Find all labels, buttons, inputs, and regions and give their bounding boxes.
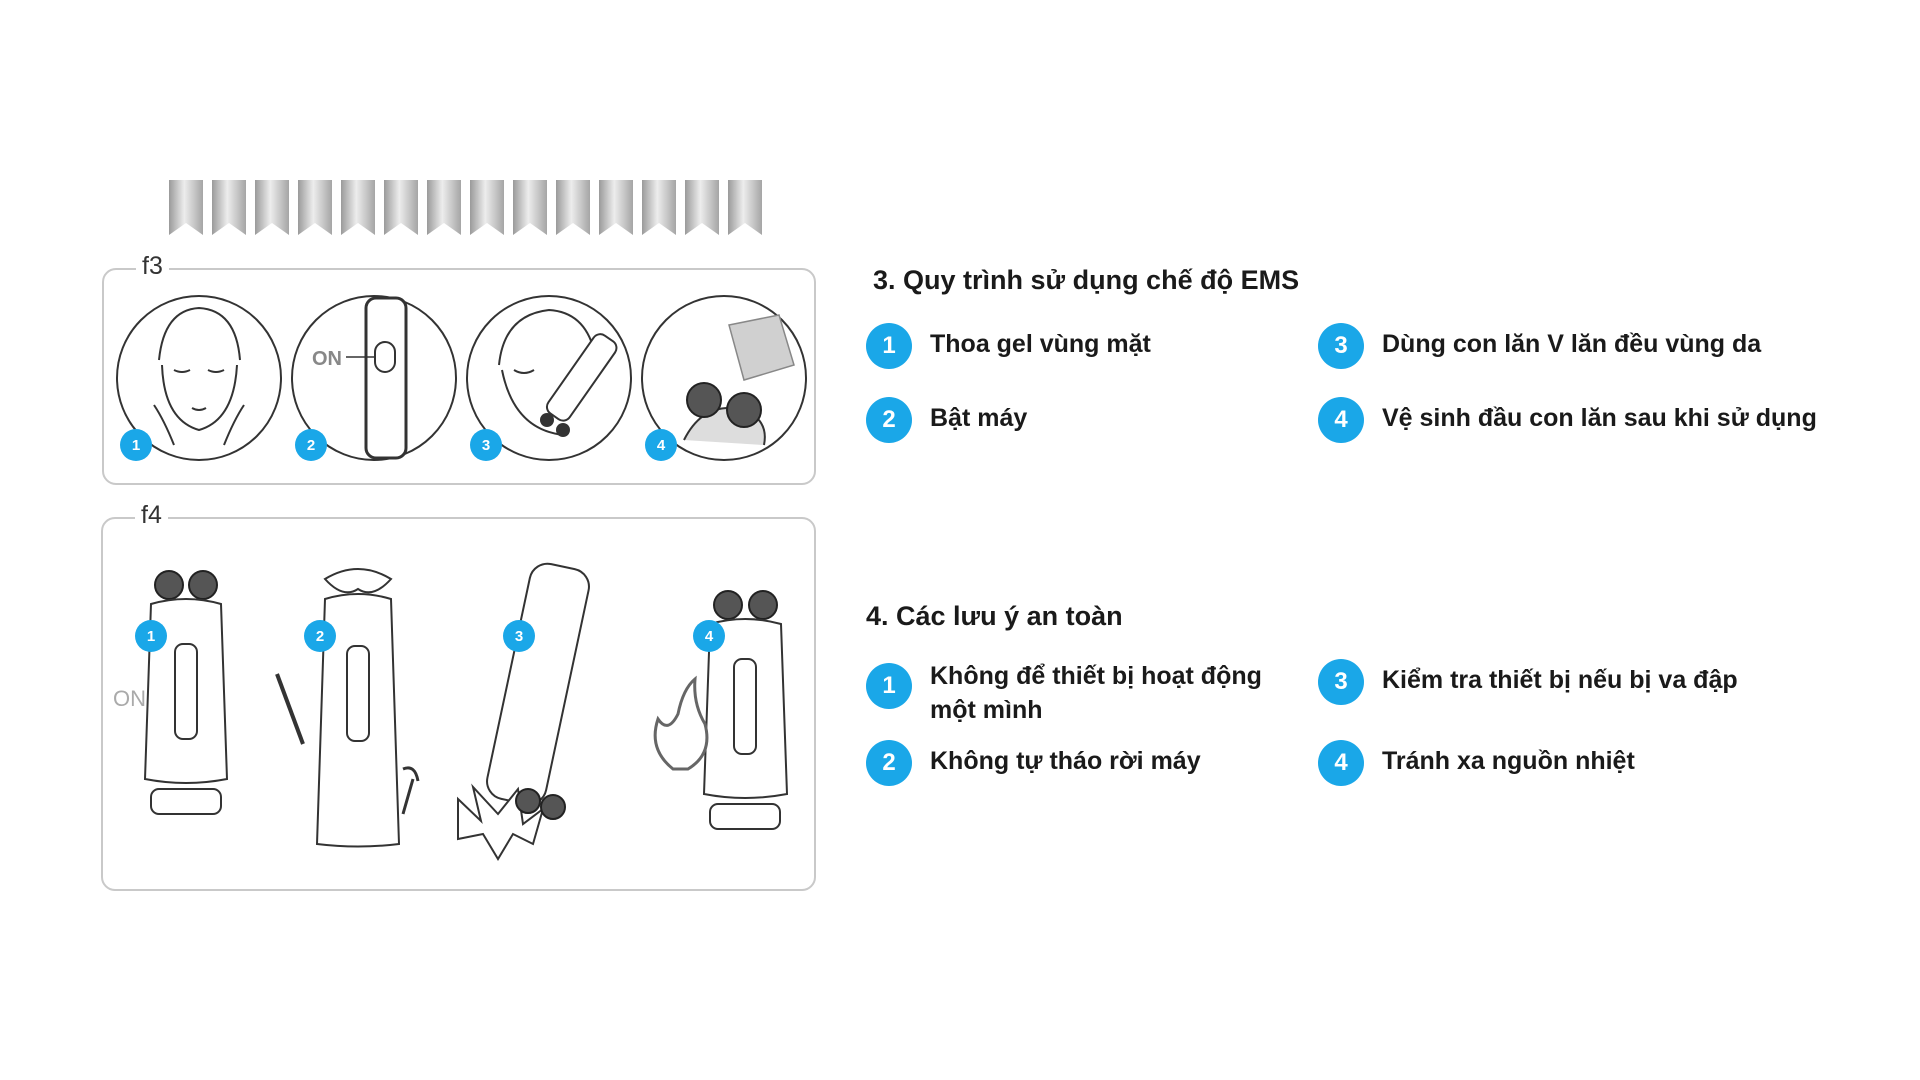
section3-step-4 <box>1318 397 1817 443</box>
ribbon-tab <box>298 180 332 235</box>
ribbon-tab <box>341 180 375 235</box>
section3-step-1 <box>866 323 1151 369</box>
ribbon-tab <box>255 180 289 235</box>
section3-step-3 <box>1318 323 1761 369</box>
step-number-badge: 3 <box>1318 659 1364 705</box>
f3-step-badge-4: 4 <box>645 429 677 461</box>
step-text-line-2: một mình <box>930 696 1043 724</box>
step-text <box>930 659 1262 727</box>
step-text: Không tự tháo rời máy <box>930 747 1201 775</box>
f4-step-badge-1: 1 <box>135 620 167 652</box>
section4-step-4 <box>1318 740 1635 786</box>
step-text: Thoa gel vùng mặt <box>930 330 1151 358</box>
f3-step-badge-2: 2 <box>295 429 327 461</box>
section3-step-2 <box>866 397 1027 443</box>
ribbon-tab <box>212 180 246 235</box>
section3-title: 3. Quy trình sử dụng chế độ EMS <box>873 265 1300 295</box>
section4-step-3 <box>1318 659 1738 705</box>
ribbon-tab <box>513 180 547 235</box>
step-text-line-1: Không để thiết bị hoạt động <box>930 662 1262 690</box>
f4-step-badge-2: 2 <box>304 620 336 652</box>
safety-illustration <box>103 519 814 889</box>
panel-f3 <box>102 252 816 485</box>
section4-title: 4. Các lưu ý an toàn <box>866 601 1123 631</box>
ems-steps-illustration <box>104 270 814 483</box>
ribbon-tab <box>642 180 676 235</box>
f3-step-badge-1: 1 <box>120 429 152 461</box>
step-number-badge: 1 <box>866 323 912 369</box>
ribbon-tab <box>169 180 203 235</box>
ribbon-tab <box>728 180 762 235</box>
step-text: Dùng con lăn V lăn đều vùng da <box>1382 330 1762 358</box>
step-number-badge: 2 <box>866 740 912 786</box>
step-number-badge: 2 <box>866 397 912 443</box>
step-number-badge: 3 <box>1318 323 1364 369</box>
on-label: ON <box>312 348 342 370</box>
ribbon-tab <box>599 180 633 235</box>
f3-step-badge-3: 3 <box>470 429 502 461</box>
panel-f3-label: f3 <box>136 252 169 281</box>
ribbon-tab <box>556 180 590 235</box>
device-unattended-illustration <box>113 571 227 814</box>
step-number-badge: 4 <box>1318 740 1364 786</box>
step-number-badge: 1 <box>866 663 912 709</box>
step-number-badge: 4 <box>1318 397 1364 443</box>
step-text: Kiểm tra thiết bị nếu bị va đập <box>1382 666 1738 694</box>
ribbon-decoration <box>169 180 762 237</box>
section4-step-2 <box>866 740 1201 786</box>
step-text: Bật máy <box>930 404 1028 432</box>
f4-on-label: ON <box>113 686 146 711</box>
ribbon-tab <box>384 180 418 235</box>
step-text: Vệ sinh đầu con lăn sau khi sử dụng <box>1382 404 1817 432</box>
ribbon-tab <box>685 180 719 235</box>
ribbon-tab <box>470 180 504 235</box>
ribbon-tab <box>427 180 461 235</box>
device-impact-illustration <box>458 560 592 859</box>
section4-step-1 <box>866 659 1262 727</box>
step-text: Tránh xa nguồn nhiệt <box>1382 747 1635 775</box>
panel-f4 <box>101 501 816 891</box>
f4-step-badge-3: 3 <box>503 620 535 652</box>
f4-step-badge-4: 4 <box>693 620 725 652</box>
device-disassemble-illustration <box>277 569 418 847</box>
panel-f4-label: f4 <box>135 501 168 530</box>
